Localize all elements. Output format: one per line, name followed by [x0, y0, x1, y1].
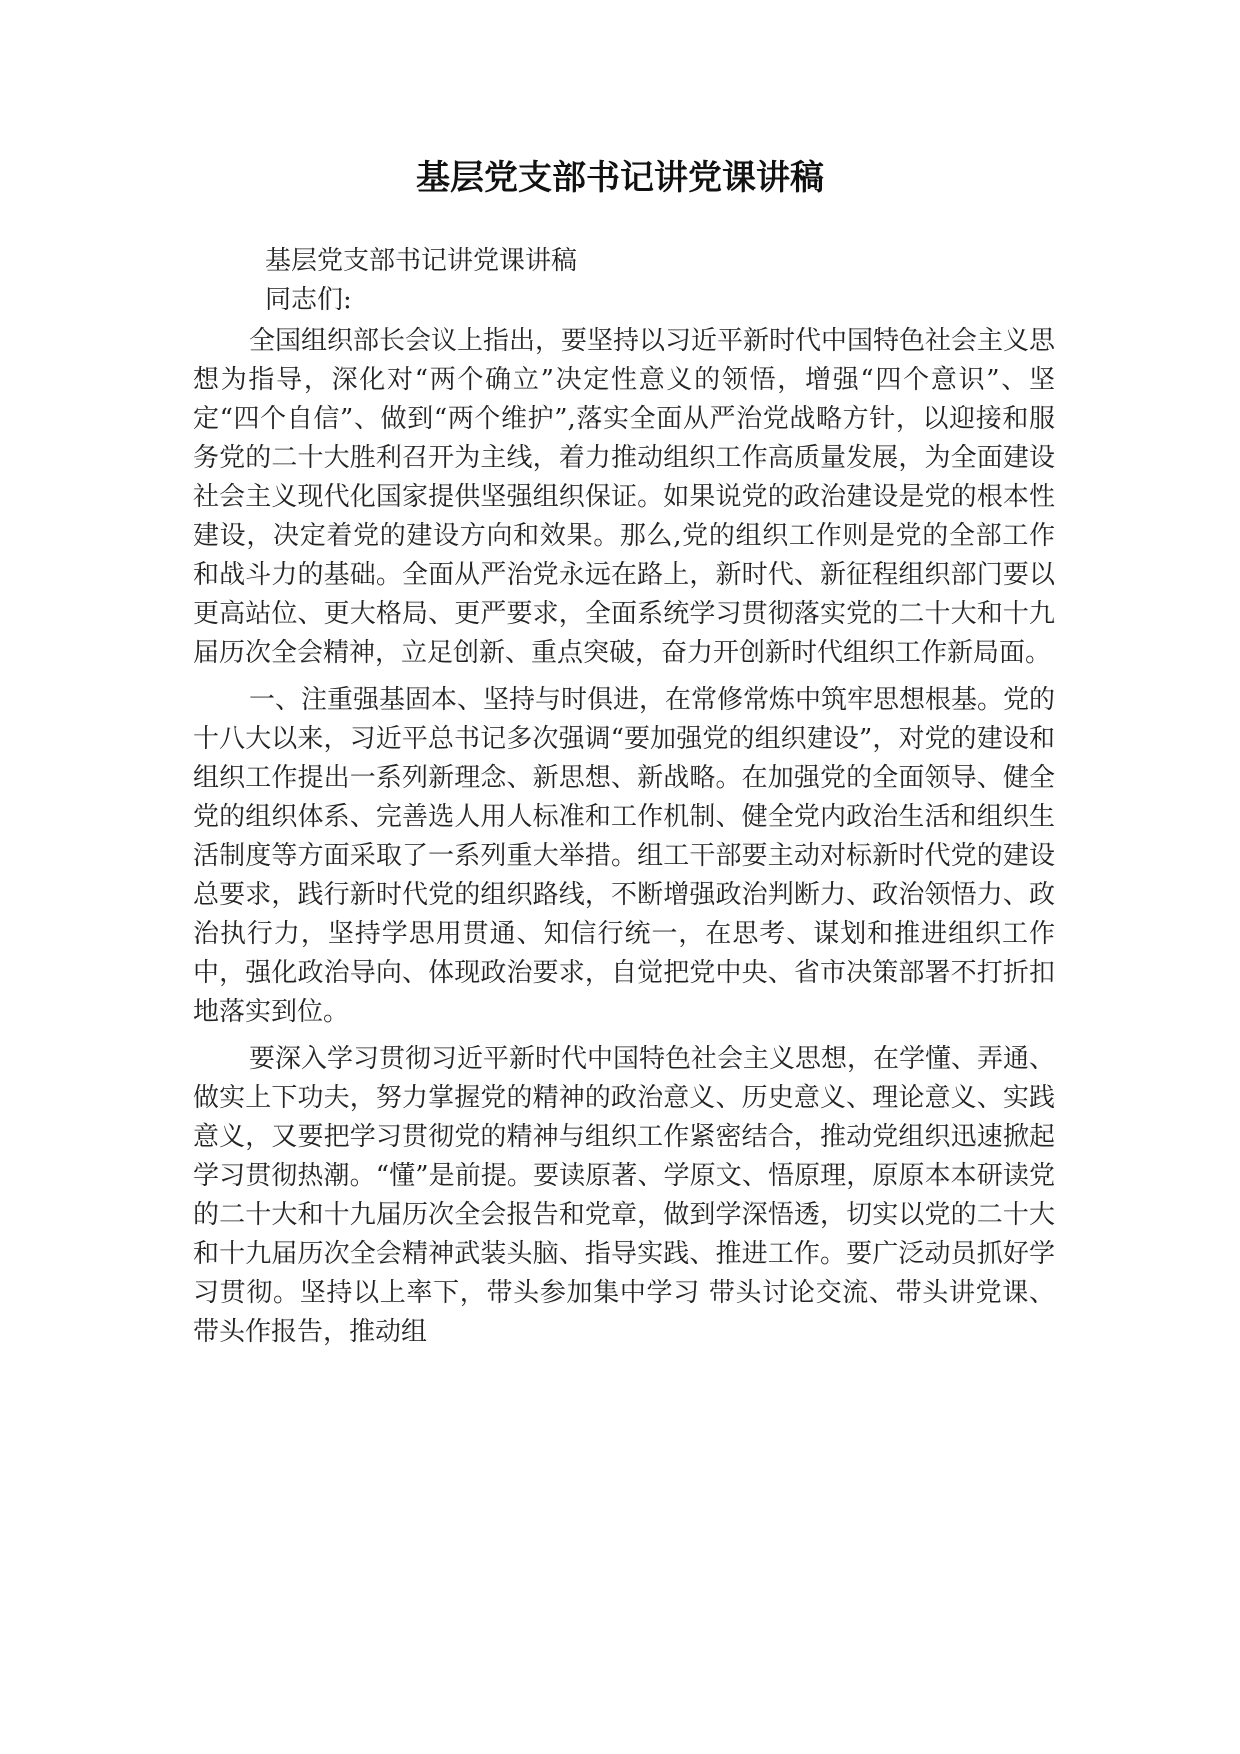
- document-title: 基层党支部书记讲党课讲稿: [416, 158, 824, 198]
- paragraph-section-one: 一、注重强基固本、坚持与时俱进，在常修常炼中筑牢思想根基。党的十八大以来，习近平总书记多次强调“要加强党的组织建设”，对党的建设和组织工作提出一系列新理念、新思想、新战略。在加强党的全面领导、健全党的组织体系、完善选人用人标准和工作机制、健全党内政治生活和组织生活制度等方面采取了一系列重大举措。组工干部要主动对标新时代党的建设总要求，践行新时代党的组织路线，不断增强政治判断力、政治领悟力、政治执行力，坚持学思用贯通、知信行统一，在思考、谋划和推进组织工作中，强化政治导向、体现政治要求，自觉把党中央、省市决策部署不打折扣地落实到位。: [193, 685, 1056, 1027]
- salutation: 同志们:: [265, 285, 352, 315]
- paragraph-study: 要深入学习贯彻习近平新时代中国特色社会主义思想，在学懂、弄通、做实上下功夫，努力掌握党的精神的政治意义、历史意义、理论意义、实践意义，又要把学习贯彻党的精神与组织工作紧密结合，推动党组织迅速掀起学习贯彻热潮。“懂”是前提。要读原著、学原文、悟原理，原原本本研读党的二十大和十九届历次全会报告和党章，做到学深悟透，切实以党的二十大和十九届历次全会精神武装头脑、指导实践、推进工作。要广泛动员抓好学习贯彻。坚持以上率下，带头参加集中学习 带头讨论交流、带头讲党课、带头作报告，推动组: [193, 1044, 1056, 1347]
- document-body: [193, 242, 1055, 1352]
- document-subtitle: 基层党支部书记讲党课讲稿: [265, 246, 578, 276]
- paragraph-intro: 全国组织部长会议上指出，要坚持以习近平新时代中国特色社会主义思想为指导，深化对“两个确立”决定性意义的领悟，增强“四个意识”、坚定“四个自信”、做到“两个维护”,落实全面从严治党战略方针，以迎接和服务党的二十大胜利召开为主线，着力推动组织工作高质量发展，为全面建设社会主义现代化国家提供坚强组织保证。如果说党的政治建设是党的根本性建设，决定着党的建设方向和效果。那么,党的组织工作则是党的全部工作和战斗力的基础。全面从严治党永远在路上，新时代、新征程组织部门要以更高站位、更大格局、更严要求，全面系统学习贯彻落实党的二十大和十九届历次全会精神，立足创新、重点突破，奋力开创新时代组织工作新局面。: [193, 326, 1056, 668]
